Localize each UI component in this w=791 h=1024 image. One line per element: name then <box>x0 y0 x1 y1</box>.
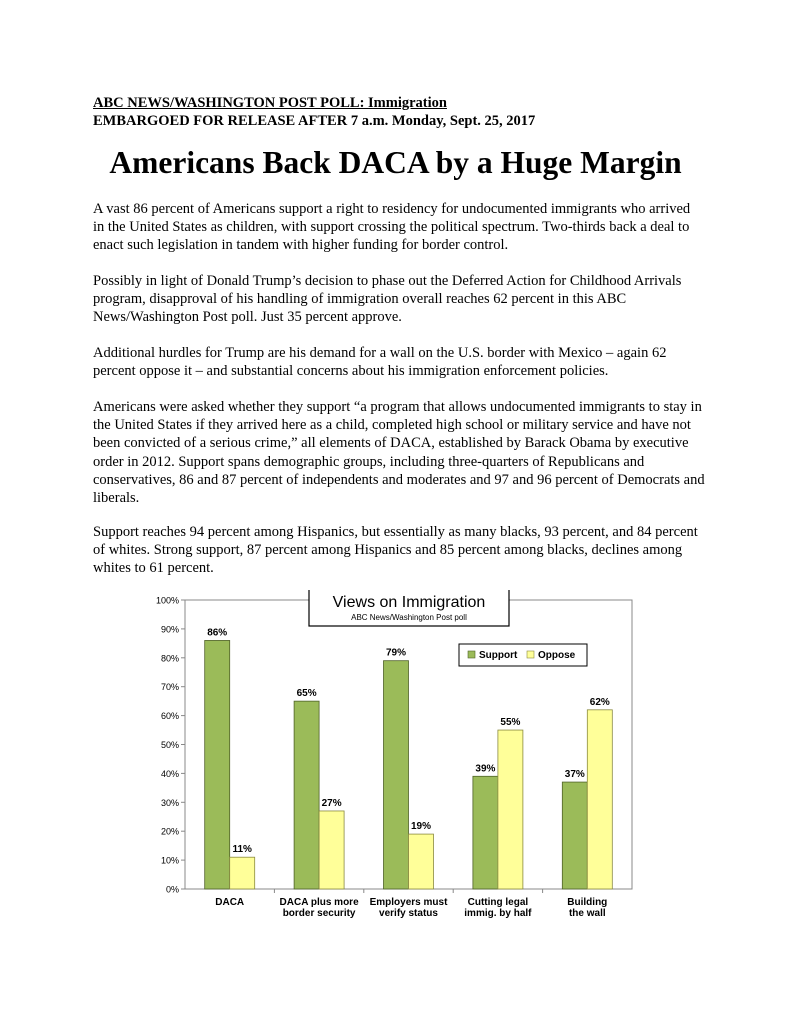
poll-header: ABC NEWS/WASHINGTON POST POLL: Immigration <box>93 95 447 111</box>
data-label-support: 39% <box>475 763 496 775</box>
y-tick-label: 30% <box>160 797 179 808</box>
embargo-notice: EMBARGOED FOR RELEASE AFTER 7 a.m. Monday, Sept. 25, 2017 <box>93 113 536 129</box>
paragraph-4: Americans were asked whether they support “a program that allows undocumented immigrants to stay in the United States if they arrived here as a child, completed high school or military service and have not been convicted of a serious crime,” all elements of DACA, established by Barack Obama by executive order in 2012. Support spans demographic groups, including three-quarters of Republicans and conservatives, 86 and 87 percent of independents and moderates and 97 and 96 percent of Democrats and liberals. <box>93 399 705 507</box>
bar-support <box>205 640 230 889</box>
bar-oppose <box>319 811 344 889</box>
legend-label-oppose: Oppose <box>538 650 576 661</box>
category-label: immig. by half <box>464 908 532 919</box>
chart-subtitle: ABC News/Washington Post poll <box>351 613 467 622</box>
bar-support <box>294 701 319 889</box>
paragraph-3: Additional hurdles for Trump are his demand for a wall on the U.S. border with Mexico – again 62 percent oppose it – and substantial concerns about his immigration enforcement policies. <box>93 345 667 380</box>
category-label: Employers must <box>369 897 448 908</box>
paragraph-5: Support reaches 94 percent among Hispanics, but essentially as many blacks, 93 percent, and 84 percent of whites. Strong support, 87 percent among Hispanics and 85 percent among blacks, declines among whites to 61 percent. <box>93 524 698 577</box>
bar-support <box>473 776 498 889</box>
y-tick-label: 70% <box>160 682 179 693</box>
data-label-oppose: 11% <box>232 844 252 856</box>
category-label: border security <box>282 908 356 919</box>
category-label: Cutting legal <box>467 897 529 908</box>
y-tick-label: 90% <box>160 624 179 635</box>
legend-label-support: Support <box>479 650 518 661</box>
y-tick-label: 0% <box>165 884 179 895</box>
category-label: verify status <box>379 908 438 919</box>
data-label-support: 79% <box>385 647 407 659</box>
paragraph-2: Possibly in light of Donald Trump’s decision to phase out the Deferred Action for Childhood Arrivals program, disapproval of his handling of immigration overall reaches 62 percent in this ABC News/Washington Post poll. Just 35 percent approve. <box>93 273 682 326</box>
data-label-support: 65% <box>296 688 317 700</box>
legend-swatch-oppose <box>527 651 534 658</box>
bar-oppose <box>230 857 255 889</box>
y-tick-label: 50% <box>160 740 179 750</box>
bar-support <box>562 782 587 889</box>
category-label: Building <box>567 897 608 908</box>
legend-swatch-support <box>468 651 475 658</box>
y-tick-label: 20% <box>160 826 179 837</box>
data-label-support: 37% <box>564 769 585 781</box>
y-tick-label: 100% <box>155 595 179 606</box>
data-label-oppose: 19% <box>410 821 432 833</box>
immigration-bar-chart <box>150 590 642 926</box>
category-label: DACA <box>215 897 245 908</box>
release-header <box>93 94 535 130</box>
data-label-oppose: 62% <box>589 696 610 708</box>
paragraph-1: A vast 86 percent of Americans support a right to residency for undocumented immigrants who arrived in the United States as children, with support crossing the political spectrum. Two-thirds back a deal to enact such legislation in tandem with higher funding for border control. <box>93 201 691 254</box>
category-label: DACA plus more <box>279 897 359 908</box>
chart-title: Views on Immigration <box>332 594 486 611</box>
data-label-oppose: 27% <box>321 797 342 809</box>
category-label: the wall <box>568 908 606 919</box>
y-tick-label: 60% <box>160 711 179 722</box>
data-label-oppose: 55% <box>500 717 521 729</box>
bar-oppose <box>409 834 434 889</box>
bar-support <box>384 661 409 889</box>
bar-oppose <box>587 710 612 889</box>
y-tick-label: 10% <box>160 855 179 866</box>
y-tick-label: 40% <box>160 768 179 779</box>
y-tick-label: 80% <box>160 653 179 664</box>
headline: Americans Back DACA by a Huge Margin <box>109 145 682 180</box>
data-label-support: 86% <box>207 627 228 639</box>
bar-oppose <box>498 730 523 889</box>
